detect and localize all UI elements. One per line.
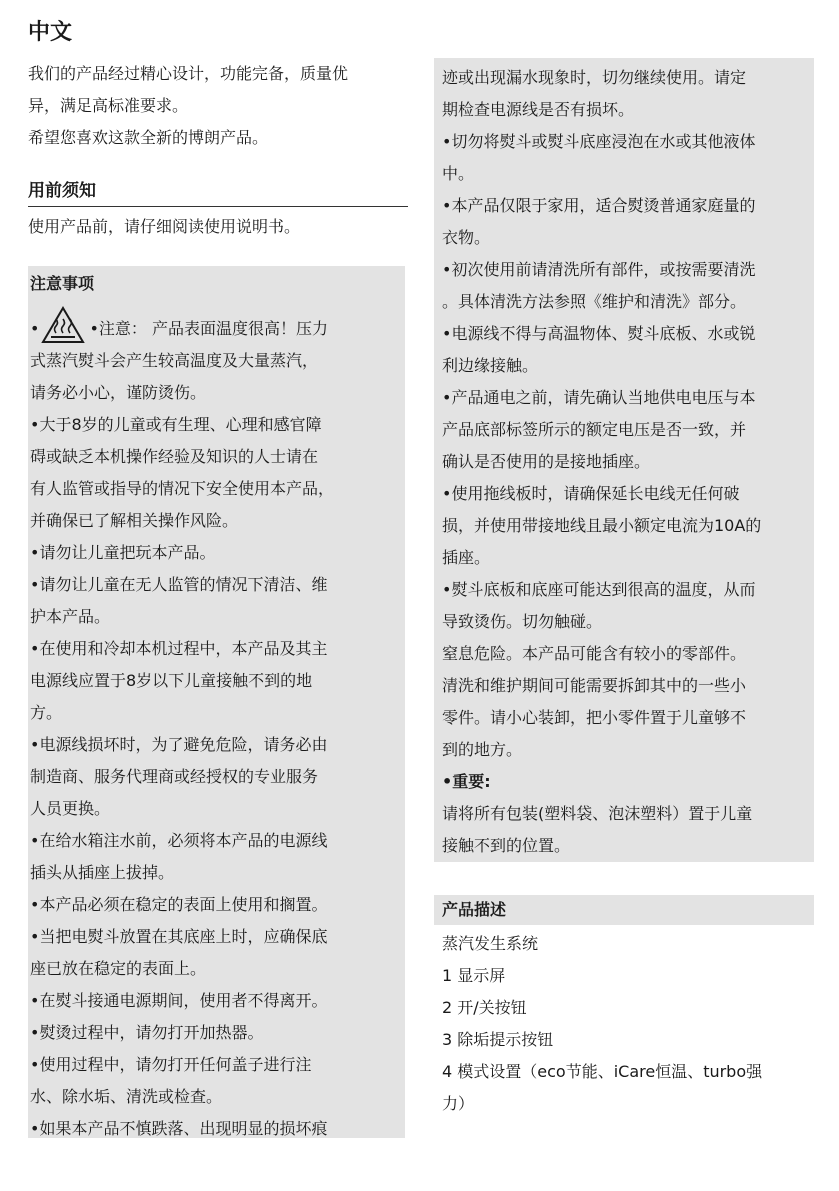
notice-line: 有人监管或指导的情况下安全使用本产品，: [30, 479, 335, 498]
notice-line: 制造商、服务代理商或经授权的专业服务: [30, 767, 319, 786]
notice-line: 期检查电源线是否有损坏。: [442, 100, 635, 119]
notice-line: 请务必小心，谨防烫伤。: [30, 383, 207, 402]
warning-text: •注意： 产品表面温度很高！压力: [89, 319, 328, 338]
notice-line: 方。: [30, 703, 63, 722]
notice-line: •使用过程中，请勿打开任何盖子进行注: [30, 1055, 312, 1074]
notice-line: •当把电熨斗放置在其底座上时，应确保底: [30, 927, 328, 946]
product-desc-list: [442, 928, 812, 1120]
notice-line: •熨斗底板和底座可能达到很高的温度，从而: [442, 580, 756, 599]
notice-line: 中。: [442, 164, 475, 183]
notice-line: 座已放在稳定的表面上。: [30, 959, 207, 978]
notice-line: •在使用和冷却本机过程中，本产品及其主: [30, 639, 328, 658]
notice-line: •请勿让儿童把玩本产品。: [30, 543, 216, 562]
notice-line: 导致烫伤。切勿触碰。: [442, 612, 603, 631]
notice-line: •电源线损坏时，为了避免危险，请务必由: [30, 735, 328, 754]
notice-line: 确认是否使用的是接地插座。: [442, 452, 651, 471]
notice-line: •在熨斗接通电源期间，使用者不得离开。: [30, 991, 328, 1010]
notice-line: •大于8岁的儿童或有生理、心理和感官障: [30, 415, 322, 434]
page-title: 中文: [28, 20, 73, 45]
notice-line: 人员更换。: [30, 799, 111, 818]
left-column: [28, 18, 408, 243]
list-item: 3 除垢提示按钮: [442, 1030, 554, 1049]
notice-line: 损，并使用带接地线且最小额定电流为10A的: [442, 516, 762, 535]
notice-line: •产品通电之前，请先确认当地供电电压与本: [442, 388, 756, 407]
important-line: 接触不到的位置。: [442, 836, 571, 855]
notice-line: 。具体清洗方法参照《维护和清洗》部分。: [442, 292, 747, 311]
notice-line: •切勿将熨斗或熨斗底座浸泡在水或其他液体: [442, 132, 756, 151]
notice-line: 插座。: [442, 548, 491, 567]
list-item: 2 开/关按钮: [442, 998, 527, 1017]
notice-line: 并确保已了解相关操作风险。: [30, 511, 239, 530]
intro-line: 异，满足高标准要求。: [28, 96, 189, 115]
product-desc-heading: 产品描述: [434, 895, 814, 925]
right-column: [434, 58, 814, 862]
notice-line: 零件。请小心装卸，把小零件置于儿童够不: [442, 708, 747, 727]
intro-line: 我们的产品经过精心设计，功能完备，质量优: [28, 64, 349, 83]
notice-line: 窒息危险。本产品可能含有较小的零部件。: [442, 644, 747, 663]
notice-line: •在给水箱注水前，必须将本产品的电源线: [30, 831, 328, 850]
notice-line: •如果本产品不慎跌落、出现明显的损坏痕: [30, 1119, 328, 1138]
before-use-text: 使用产品前，请仔细阅读使用说明书。: [28, 217, 301, 236]
important-line: 请将所有包装(塑料袋、泡沫塑料）置于儿童: [442, 804, 753, 823]
notice-line: •初次使用前请清洗所有部件，或按需要清洗: [442, 260, 756, 279]
notice-line: •熨烫过程中，请勿打开加热器。: [30, 1023, 264, 1042]
bullet: •: [30, 319, 40, 338]
product-system: 蒸汽发生系统: [442, 934, 539, 953]
hot-surface-warning-icon: [41, 306, 85, 344]
notice-line: •本产品必须在稳定的表面上使用和搁置。: [30, 895, 328, 914]
notice-line: 产品底部标签所示的额定电压是否一致，并: [442, 420, 747, 439]
notice-line: 护本产品。: [30, 607, 111, 626]
notice-line: •电源线不得与高温物体、熨斗底板、水或锐: [442, 324, 756, 343]
notice-line: 电源线应置于8岁以下儿童接触不到的地: [30, 671, 313, 690]
notice-line: 水、除水垢、清洗或检查。: [30, 1087, 223, 1106]
important-label: •重要:: [442, 772, 491, 791]
notice-heading: 注意事项: [30, 274, 95, 293]
notice-line: 到的地方。: [442, 740, 523, 759]
notice-line: 利边缘接触。: [442, 356, 539, 375]
notice-line: 式蒸汽熨斗会产生较高温度及大量蒸汽，: [30, 351, 319, 370]
notice-line: 碍或缺乏本机操作经验及知识的人士请在: [30, 447, 319, 466]
list-item: 力）: [442, 1094, 475, 1113]
notice-line: •使用拖线板时，请确保延长电线无任何破: [442, 484, 740, 503]
notice-line: 插头从插座上拔掉。: [30, 863, 175, 882]
notice-box: [28, 266, 405, 1138]
notice-continued-box: [434, 58, 814, 862]
list-item: 1 显示屏: [442, 966, 506, 985]
notice-line: 迹或出现漏水现象时，切勿继续使用。请定: [442, 68, 747, 87]
before-use-heading: 用前须知: [28, 178, 408, 207]
intro-line: 希望您喜欢这款全新的博朗产品。: [28, 128, 269, 147]
notice-line: 清洗和维护期间可能需要拆卸其中的一些小: [442, 676, 747, 695]
list-item: 4 模式设置（eco节能、iCare恒温、turbo强: [442, 1062, 763, 1081]
notice-line: •本产品仅限于家用，适合熨烫普通家庭量的: [442, 196, 756, 215]
notice-line: •请勿让儿童在无人监管的情况下清洁、维: [30, 575, 328, 594]
hot-surface-warning: [30, 306, 401, 345]
notice-line: 衣物。: [442, 228, 491, 247]
